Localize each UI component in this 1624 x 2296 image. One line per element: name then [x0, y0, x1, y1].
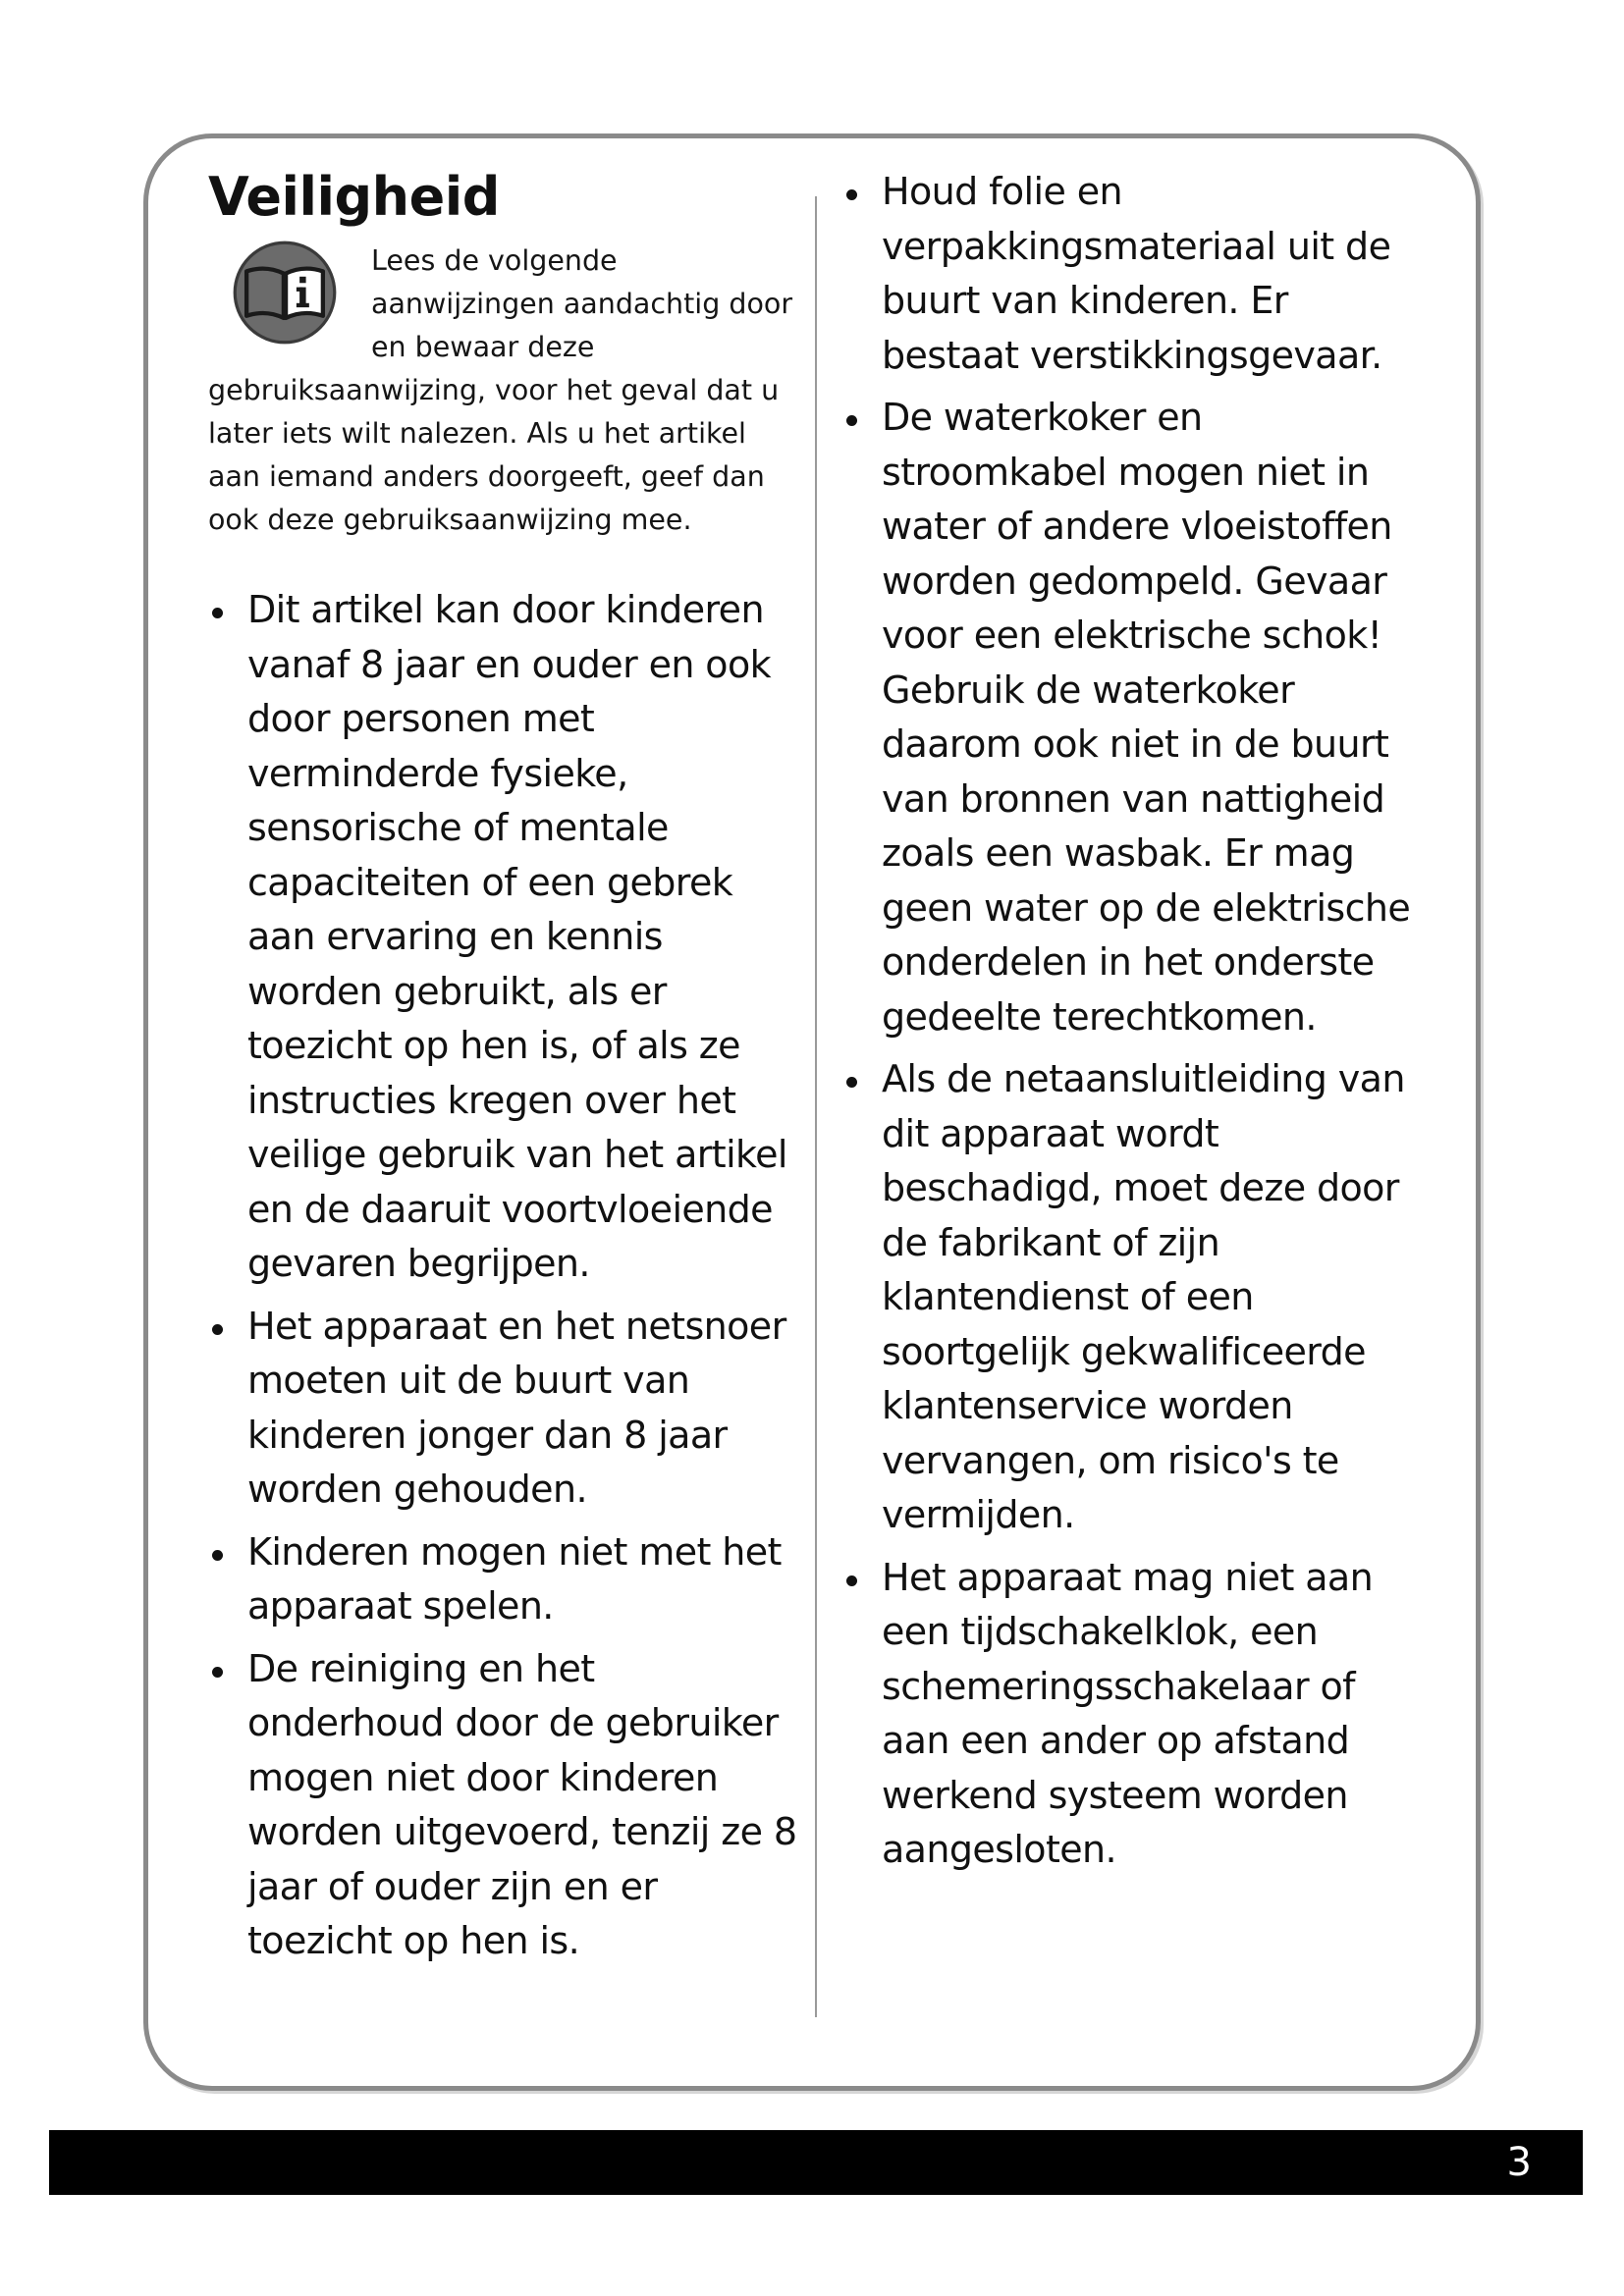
- bullet-item: [208, 1525, 797, 1634]
- bullet-dot-icon: [846, 1575, 857, 1586]
- right-column: [842, 165, 1432, 1886]
- footer-bar: [49, 2130, 1583, 2195]
- bullet-item: [842, 165, 1432, 383]
- bullet-text: De waterkoker en stroomkabel mogen niet in water of andere vloeistoffen worden gedompeld. Gevaar voor een elektrische schok! Gebruik de waterkoker daarom ook niet in de buurt van bronnen van nattigheid zoals een wasbak. Er mag geen water op de elektrische onderdelen in het onderste gedeelte terechtkomen.: [882, 396, 1411, 1039]
- bullet-dot-icon: [212, 1324, 223, 1335]
- bullet-item: [208, 583, 797, 1292]
- bullet-text: Het apparaat en het netsnoer moeten uit de buurt van kinderen jonger dan 8 jaar worden gehouden.: [247, 1304, 786, 1511]
- bullet-item: [208, 1642, 797, 1969]
- left-bullet-list: [208, 583, 797, 1969]
- page-number: 3: [1506, 2140, 1532, 2185]
- bullet-dot-icon: [846, 415, 857, 426]
- intro-text: Lees de volgende aanwijzingen aandachtig door en bewaar deze gebruiksaanwijzing, voor het geval dat u later iets wilt nalezen. Als u het artikel aan iemand anders doorgeeft, geef dan ook deze gebruiksaanwijzing mee.: [208, 244, 793, 536]
- bullet-text: Als de netaansluitleiding van dit apparaat wordt beschadigd, moet deze door de fabrikant of zijn klantendienst of een soortgelijk gekwalificeerde klantenservice worden vervangen, om risico's te vermijden.: [882, 1057, 1405, 1536]
- bullet-item: [842, 1551, 1432, 1878]
- bullet-text: Dit artikel kan door kinderen vanaf 8 jaar en ouder en ook door personen met verminderde fysieke, sensorische of mentale capaciteiten of een gebrek aan ervaring en kennis worden gebruikt, als er toezicht op hen is, of als ze instructies kregen over het veilige gebruik van het artikel en de daaruit voortvloeiende gevaren begrijpen.: [247, 588, 787, 1285]
- bullet-dot-icon: [846, 1077, 857, 1088]
- bullet-text: Het apparaat mag niet aan een tijdschakelklok, een schemeringsschakelaar of aan een ander op afstand werkend systeem worden aangesloten.: [882, 1555, 1374, 1871]
- bullet-item: [842, 391, 1432, 1044]
- bullet-text: Houd folie en verpakkingsmateriaal uit de buurt van kinderen. Er bestaat verstikkingsgevaar.: [882, 170, 1391, 377]
- bullet-item: [842, 1052, 1432, 1543]
- bullet-item: [208, 1300, 797, 1518]
- intro-block: [208, 240, 797, 542]
- manual-info-icon: [232, 240, 338, 346]
- right-bullet-list: [842, 165, 1432, 1878]
- section-title: Veiligheid: [208, 166, 500, 228]
- bullet-dot-icon: [212, 608, 223, 618]
- column-divider: [815, 196, 817, 2017]
- bullet-text: De reiniging en het onderhoud door de gebruiker mogen niet door kinderen worden uitgevoerd, tenzij ze 8 jaar of ouder zijn en er toezicht op hen is.: [247, 1646, 797, 1962]
- bullet-dot-icon: [212, 1667, 223, 1678]
- bullet-dot-icon: [212, 1550, 223, 1561]
- bullet-dot-icon: [846, 189, 857, 200]
- left-column: [208, 165, 797, 1977]
- bullet-text: Kinderen mogen niet met het apparaat spelen.: [247, 1529, 782, 1628]
